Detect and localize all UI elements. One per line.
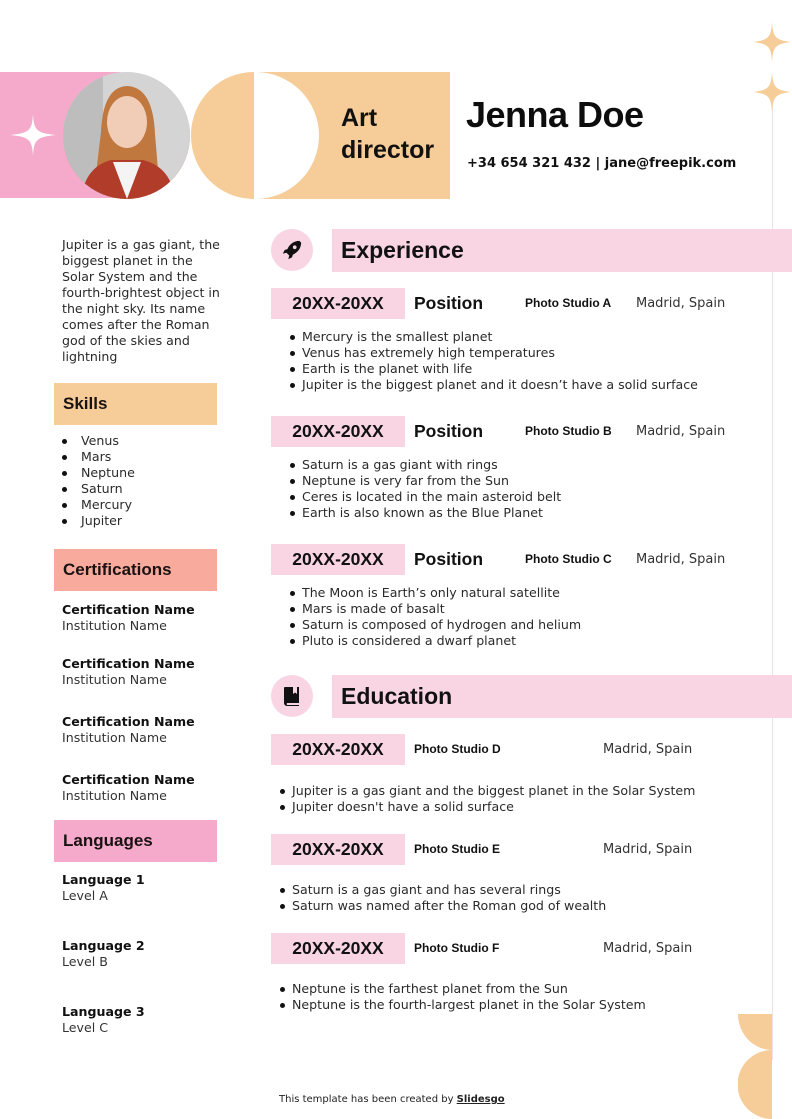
certification-item: Certification Name Institution Name — [62, 656, 195, 687]
contact-info: +34 654 321 432 | jane@freepik.com — [467, 156, 737, 171]
institution-name: Photo Studio D — [414, 742, 501, 756]
language-item: Language 3 Level C — [62, 1004, 145, 1035]
certification-item: Certification Name Institution Name — [62, 714, 195, 745]
education-entry-header — [271, 834, 731, 865]
position-title: Position — [414, 421, 484, 441]
institution-name: Photo Studio F — [414, 941, 500, 955]
date-range: 20XX-20XX — [271, 834, 405, 865]
date-range: 20XX-20XX — [271, 933, 405, 964]
location: Madrid, Spain — [603, 842, 693, 857]
profile-photo — [63, 72, 190, 199]
languages-header: Languages — [54, 820, 217, 862]
date-range: 20XX-20XX — [271, 416, 405, 447]
position-title: Position — [414, 549, 484, 569]
certification-item: Certification Name Institution Name — [62, 602, 195, 633]
education-entry-header — [271, 933, 731, 964]
skill-item: Jupiter — [62, 513, 135, 529]
experience-entry-header — [271, 544, 731, 575]
position-title: Position — [414, 293, 484, 313]
education-bullets: Neptune is the farthest planet from the Sun Neptune is the fourth-largest planet in the Solar System — [279, 981, 646, 1013]
job-title-block — [256, 72, 450, 199]
rocket-icon — [271, 229, 313, 271]
company-name: Photo Studio B — [525, 424, 612, 438]
location: Madrid, Spain — [603, 941, 693, 956]
skill-item: Mercury — [62, 497, 135, 513]
date-range: 20XX-20XX — [271, 734, 405, 765]
institution-name: Photo Studio E — [414, 842, 500, 856]
language-item: Language 1 Level A — [62, 872, 145, 903]
experience-entry-header — [271, 416, 731, 447]
decorative-half-circle — [191, 72, 254, 199]
about-text: Jupiter is a gas giant, the biggest planet in the Solar System and the fourth-brightest object in the night sky. Its name comes after the Roman god of the skies and lightning — [62, 237, 220, 364]
location: Madrid, Spain — [636, 552, 726, 567]
education-bullets: Jupiter is a gas giant and the biggest planet in the Solar System Jupiter doesn't have a solid surface — [279, 783, 695, 815]
footer-credit: This template has been created by Slidesgo — [279, 1094, 505, 1105]
skills-header: Skills — [54, 383, 217, 425]
language-item: Language 2 Level B — [62, 938, 145, 969]
sparkle-icon — [753, 22, 791, 62]
skills-list — [62, 433, 135, 529]
skill-item: Saturn — [62, 481, 135, 497]
experience-section-title: Experience — [332, 229, 792, 272]
certifications-header: Certifications — [54, 549, 217, 591]
candidate-name: Jenna Doe — [466, 94, 644, 135]
date-range: 20XX-20XX — [271, 544, 405, 575]
decorative-quarter-circles — [738, 1014, 774, 1119]
location: Madrid, Spain — [603, 742, 693, 757]
education-section-title: Education — [332, 675, 792, 718]
company-name: Photo Studio A — [525, 296, 612, 310]
location: Madrid, Spain — [636, 424, 726, 439]
certification-item: Certification Name Institution Name — [62, 772, 195, 803]
education-bullets: Saturn is a gas giant and has several rings Saturn was named after the Roman god of wealth — [279, 882, 606, 914]
location: Madrid, Spain — [636, 296, 726, 311]
slidesgo-link[interactable]: Slidesgo — [456, 1094, 505, 1105]
skill-item: Neptune — [62, 465, 135, 481]
experience-bullets: Mercury is the smallest planet Venus has extremely high temperatures Earth is the planet with life Jupiter is the biggest planet and it doesn’t have a solid surface — [289, 329, 698, 393]
experience-bullets: Saturn is a gas giant with rings Neptune is very far from the Sun Ceres is located in the main asteroid belt Earth is also known as the Blue Planet — [289, 457, 561, 521]
experience-bullets: The Moon is Earth’s only natural satellite Mars is made of basalt Saturn is composed of hydrogen and helium Pluto is considered a dwarf planet — [289, 585, 581, 649]
sparkle-icon — [10, 114, 56, 156]
skill-item: Venus — [62, 433, 135, 449]
book-icon — [271, 675, 313, 717]
experience-entry-header — [271, 288, 731, 319]
job-title: Art director — [341, 104, 435, 164]
date-range: 20XX-20XX — [271, 288, 405, 319]
company-name: Photo Studio C — [525, 552, 612, 566]
education-entry-header — [271, 734, 731, 765]
sparkle-icon — [753, 72, 791, 112]
skill-item: Mars — [62, 449, 135, 465]
